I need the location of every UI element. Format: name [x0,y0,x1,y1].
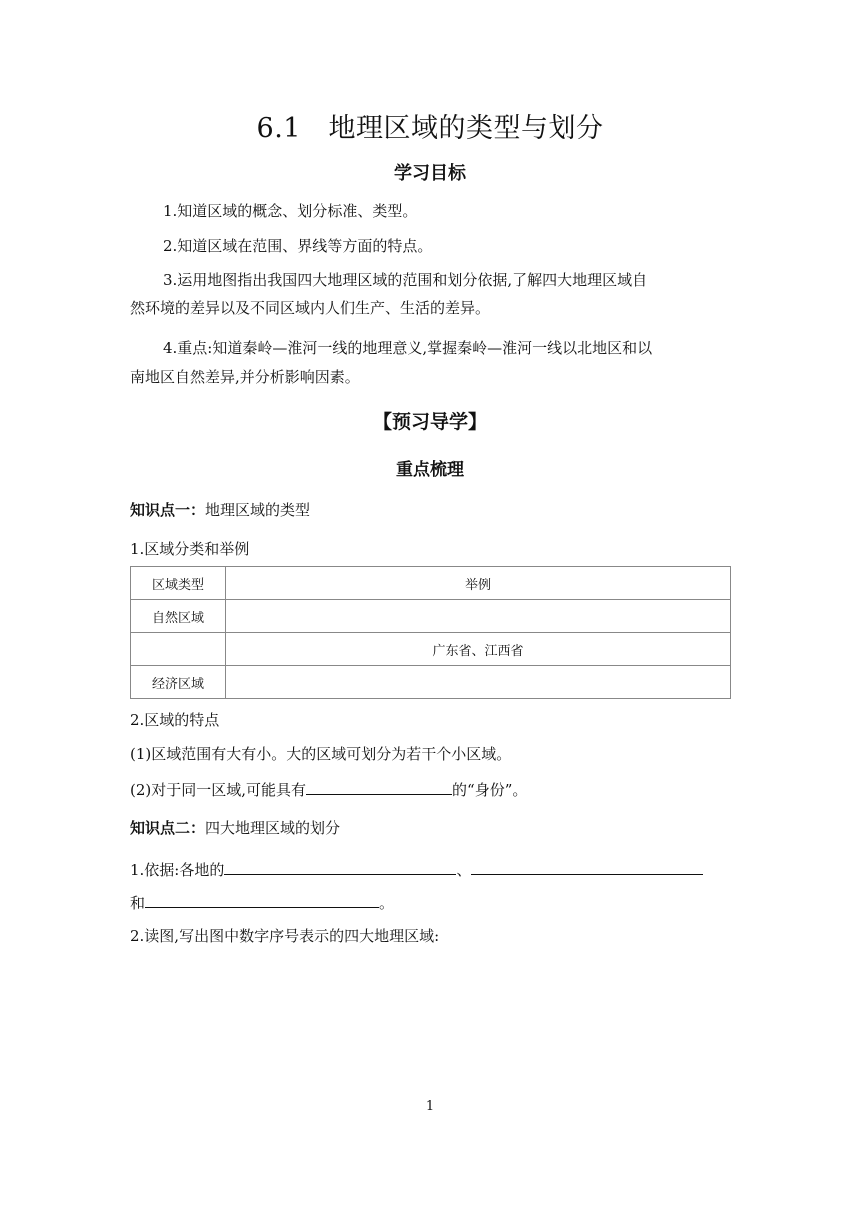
table-header-cell: 区域类型 [131,567,226,600]
fill-blank-identity[interactable] [306,778,452,795]
knowledge-point-2 [130,818,340,838]
objective-2: 2.知道区域在范围、界线等方面的特点。 [163,237,433,255]
kp2-basis-end: 。 [379,894,395,912]
kp2-basis-and: 和 [130,894,146,912]
kp2-basis-line-1 [130,858,703,880]
page-number: 1 [425,1099,435,1114]
knowledge-point-1-label: 知识点一： [130,501,206,519]
kp1-paragraph-1: (1)区域范围有大有小。大的区域可划分为若干个小区域。 [130,745,512,763]
objective-4-line-1: 4.重点:知道秦岭—淮河一线的地理意义,掌握秦岭—淮河一线以北地区和以 [163,339,653,357]
sub-heading: 重点梳理 [396,460,464,480]
region-table [130,566,731,699]
objectives-heading: 学习目标 [394,163,466,184]
knowledge-point-1-text: 地理区域的类型 [205,501,311,519]
fill-blank-basis-3[interactable] [145,891,379,908]
table-header-row [131,567,731,600]
table-cell: 经济区域 [131,666,226,699]
kp1-item-2: 2.区域的特点 [130,711,220,729]
kp1-paragraph-2-prefix: (2)对于同一区域,可能具有 [130,781,307,799]
objective-3-line-1: 3.运用地图指出我国四大地理区域的范围和划分依据,了解四大地理区域自 [163,271,648,289]
objective-1: 1.知道区域的概念、划分标准、类型。 [163,202,418,220]
section-heading: 【预习导学】 [372,411,487,433]
kp1-paragraph-2-suffix: 的“身份”。 [452,781,528,799]
kp2-basis-line-2 [130,891,394,913]
table-header-cell: 举例 [226,567,731,600]
table-row [131,666,731,699]
knowledge-point-2-label: 知识点二： [130,819,206,837]
kp2-basis-prefix: 1.依据:各地的 [130,861,225,879]
fill-blank-basis-1[interactable] [224,858,456,875]
table-cell-answer[interactable] [131,633,226,666]
kp1-paragraph-2 [130,778,527,800]
table-cell-answer[interactable] [226,600,731,633]
table-row [131,633,731,666]
fill-blank-basis-2[interactable] [471,858,703,875]
kp1-item-1: 1.区域分类和举例 [130,540,250,558]
objective-3-line-2: 然环境的差异以及不同区域内人们生产、生活的差异。 [130,299,491,317]
objective-4-line-2: 南地区自然差异,并分析影响因素。 [130,368,360,386]
table-row [131,600,731,633]
kp2-basis-separator: 、 [456,861,472,879]
table-cell: 广东省、江西省 [226,633,731,666]
kp2-item-2: 2.读图,写出图中数字序号表示的四大地理区域: [130,927,440,945]
knowledge-point-2-text: 四大地理区域的划分 [205,819,341,837]
page-title: 6.1 地理区域的类型与划分 [256,113,604,144]
knowledge-point-1 [130,500,310,520]
table-cell: 自然区域 [131,600,226,633]
table-cell-answer[interactable] [226,666,731,699]
